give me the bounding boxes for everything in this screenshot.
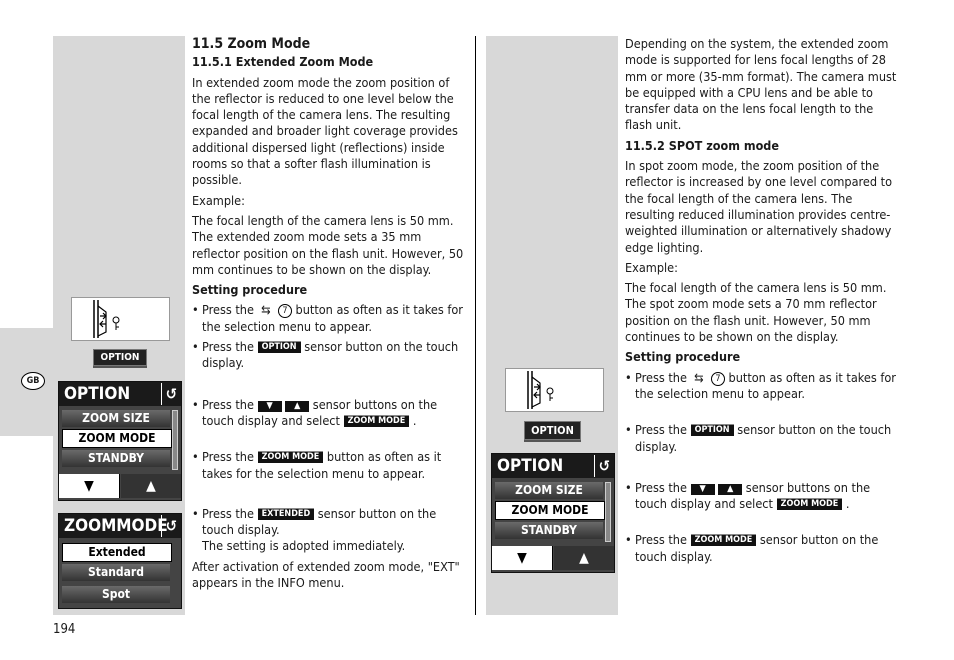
- menu-item-zoom-mode[interactable]: ZOOM MODE: [495, 501, 605, 520]
- menu-item-extended[interactable]: Extended: [62, 543, 172, 562]
- up-arrow-button[interactable]: ▲: [121, 474, 181, 498]
- example-label: Example:: [192, 192, 245, 208]
- option-menu-header: OPTION ↺: [492, 454, 614, 478]
- right-text-column: [625, 36, 899, 565]
- subsection-heading: 11.5.2 SPOT zoom mode: [625, 137, 779, 153]
- menu-toggle-icon: ⇆: [690, 369, 708, 385]
- left-text-column: [192, 36, 468, 591]
- menu-item-zoom-size[interactable]: ZOOM SIZE: [62, 410, 170, 427]
- step-3: • Press the ▼ ▲ sensor buttons on the touch display and select ZOOM MODE .: [192, 397, 468, 430]
- menu-button-icon: [506, 369, 603, 411]
- menu-item-standard[interactable]: Standard: [62, 564, 170, 581]
- down-arrow-icon: ▼: [691, 484, 715, 495]
- zoom-mode-tag: ZOOM MODE: [344, 415, 410, 427]
- step-4: • Press the ZOOM MODE button as often as it takes for the selection menu to appear.: [192, 449, 468, 482]
- option-button-illustration[interactable]: OPTION: [524, 421, 581, 440]
- step-2: • Press the OPTION sensor button on the touch display.: [192, 339, 468, 372]
- button-number: 7: [278, 304, 292, 318]
- arrow-row: [59, 474, 181, 498]
- option-button-illustration[interactable]: OPTION: [93, 349, 147, 366]
- option-menu-header: OPTION ↺: [59, 382, 181, 406]
- menu-scrollbar[interactable]: [605, 482, 611, 542]
- arrow-row: [492, 546, 614, 570]
- step-1: • Press the ⇆ 7 button as often as it takes for the selection menu to appear.: [192, 302, 468, 335]
- menu-toggle-icon: ⇆: [257, 302, 275, 318]
- example-paragraph: The focal length of the camera lens is 50 mm. The spot zoom mode sets a 70 mm reflector position on the flash unit. However, 50 mm continues to be shown on the display.: [625, 280, 887, 345]
- zoommode-menu-header: ZOOMMODE ↺: [59, 514, 181, 538]
- step-5-note: The setting is adopted immediately.: [202, 538, 406, 554]
- step-2: • Press the OPTION sensor button on the touch display.: [625, 422, 899, 455]
- zoommode-menu-panel: [58, 513, 182, 609]
- down-arrow-button[interactable]: ▼: [59, 474, 120, 498]
- extended-tag: EXTENDED: [258, 508, 315, 520]
- flash-button-illustration: [505, 368, 604, 412]
- subsection-heading: 11.5.1 Extended Zoom Mode: [192, 54, 374, 70]
- zoom-mode-tag: ZOOM MODE: [777, 498, 843, 510]
- down-arrow-button[interactable]: ▼: [492, 546, 553, 570]
- menu-item-standby[interactable]: STANDBY: [62, 450, 170, 467]
- back-icon[interactable]: ↺: [161, 383, 177, 405]
- step-4: • Press the ZOOM MODE sensor button on the touch display.: [625, 532, 899, 565]
- option-menu-panel: [58, 381, 182, 501]
- step-3: • Press the ▼ ▲ sensor buttons on the touch display and select ZOOM MODE .: [625, 480, 899, 513]
- menu-button-icon: [72, 298, 169, 340]
- example-label: Example:: [625, 259, 678, 275]
- step-5: • Press the EXTENDED sensor button on the touch display. The setting is adopted immediately.: [192, 506, 468, 555]
- menu-item-spot[interactable]: Spot: [62, 586, 170, 603]
- up-arrow-icon: ▲: [718, 484, 742, 495]
- setting-procedure-heading: Setting procedure: [625, 349, 741, 365]
- option-tag: OPTION: [691, 424, 734, 436]
- back-icon[interactable]: ↺: [594, 455, 610, 477]
- button-number: 7: [711, 372, 725, 386]
- menu-scrollbar[interactable]: [172, 410, 178, 470]
- example-paragraph: The focal length of the camera lens is 50 mm. The extended zoom mode sets a 35 mm reflector position on the flash unit. However, 50 mm continues to be shown on the display.: [192, 212, 464, 277]
- zoom-mode-tag: ZOOM MODE: [691, 534, 757, 546]
- after-activation-note: After activation of extended zoom mode, "EXT" appears in the INFO menu.: [192, 558, 460, 591]
- zoom-mode-tag: ZOOM MODE: [258, 451, 324, 463]
- spot-paragraph: In spot zoom mode, the zoom position of the reflector is increased by one level compared to the focal length of the camera lens. The resulting reduced illumination provides centre-weighted illumination or alternatively shadowy edge lighting.: [625, 158, 893, 255]
- section-heading: 11.5 Zoom Mode: [192, 36, 311, 52]
- step-1: • Press the ⇆ 7 button as often as it takes for the selection menu to appear.: [625, 370, 899, 403]
- page-number: 194: [53, 622, 76, 637]
- column-divider: [475, 36, 476, 615]
- option-tag: OPTION: [258, 341, 301, 353]
- menu-item-zoom-mode[interactable]: ZOOM MODE: [62, 429, 172, 448]
- menu-item-zoom-size[interactable]: ZOOM SIZE: [495, 482, 603, 499]
- setting-procedure-heading: Setting procedure: [192, 282, 308, 298]
- menu-item-standby[interactable]: STANDBY: [495, 522, 603, 539]
- back-icon[interactable]: ↺: [161, 515, 177, 537]
- option-menu-panel: [491, 453, 615, 573]
- intro-paragraph: In extended zoom mode the zoom position of the reflector is reduced to one level below the focal length of the camera lens. The resulting expanded and broader light coverage provides additional dispersed light (reflections) inside rooms so that a softer flash illumination is possible.: [192, 74, 458, 188]
- up-arrow-button[interactable]: ▲: [554, 546, 614, 570]
- flash-button-illustration: [71, 297, 170, 341]
- down-arrow-icon: ▼: [258, 401, 282, 412]
- system-support-paragraph: Depending on the system, the extended zoom mode is supported for lens focal lengths of 28 mm or more (35-mm format). The camera must be equipped with a CPU lens and be able to transfer data on the lens focal length to the flash unit.: [625, 36, 897, 133]
- up-arrow-icon: ▲: [285, 401, 309, 412]
- language-badge: GB: [21, 372, 45, 390]
